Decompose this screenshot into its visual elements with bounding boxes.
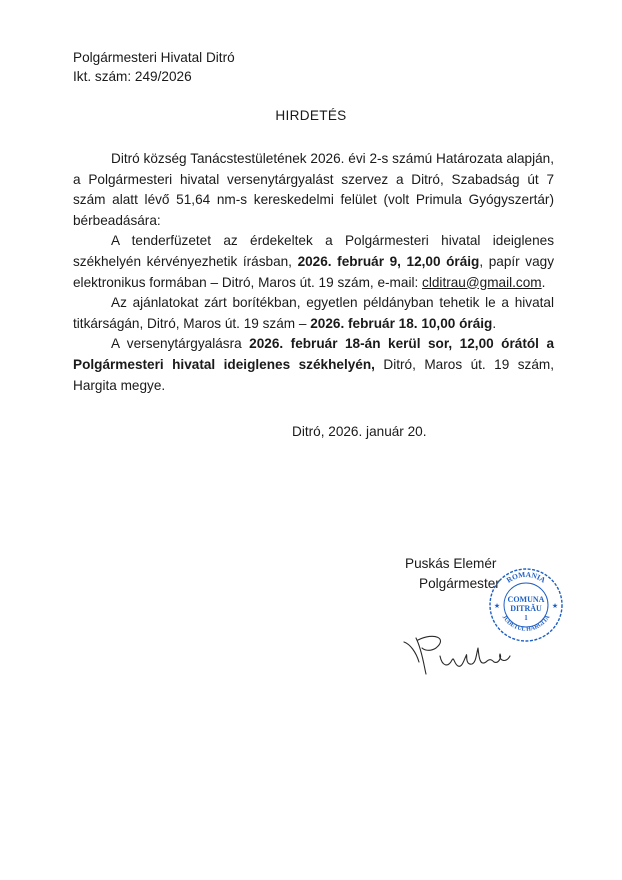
text-span: Az ajánlatokat zárt borítékban, egyetlen példányban tehetik le a hivatal titkárságán, Ditró, Maros út. 19 szám –: [73, 295, 554, 331]
paragraph-intro: Ditró község Tanácstestületének 2026. évi 2-s számú Határozata alapján, a Polgármesteri hivatal versenytárgyalást szervez a Ditró, Szabadság út 7 szám alatt lévő 51,64 nm-s kereskedelmi felület (volt Primula Gyógyszertár) bérbeadására:: [73, 151, 554, 228]
document-date: Ditró, 2026. január 20.: [292, 424, 427, 439]
signature-stroke: [404, 636, 510, 674]
auction-date-place: 2026. február 18-án kerül sor, 12,00 órától a Polgármesteri hivatal ideiglenes székhelyén,: [73, 336, 554, 372]
notice-body: [73, 149, 554, 396]
stamp-star-left: ★: [493, 603, 501, 610]
text-span: , papír vagy elektronikus formában – Ditró, Maros út. 19 szám, e-mail:: [73, 253, 554, 290]
stamp-bottom-text: JUDETUL HARGITA: [500, 614, 552, 633]
stamp-star-right: ★: [551, 603, 559, 610]
paragraph-tender-documents: [73, 231, 554, 293]
deadline-offers: 2026. február 18. 10,00 óráig: [310, 315, 493, 331]
signatory-name: Puskás Elemér: [405, 556, 497, 571]
stamp-line-2: DITRĂU: [510, 604, 542, 613]
reference-number: Ikt. szám: 249/2026: [73, 69, 192, 84]
stamp-line-3: 1: [524, 614, 528, 622]
text-span: Ditró, Maros út. 19 szám, Hargita megye.: [73, 356, 555, 393]
text-span: A tenderfüzetet az érdekeltek a Polgármesteri hivatal ideiglenes székhelyén kérvényezhetik írásban,: [73, 233, 554, 269]
paragraph-auction: [73, 334, 554, 396]
letterhead: [73, 48, 235, 86]
deadline-request: 2026. február 9, 12,00 óráig: [297, 253, 480, 269]
stamp-line-1: COMUNA: [507, 595, 545, 604]
office-name: Polgármesteri Hivatal Ditró: [73, 50, 235, 65]
email-link[interactable]: clditrau@gmail.com: [422, 274, 542, 290]
stamp-top-text: ROMANIA: [504, 569, 548, 585]
signatory-role: Polgármester: [419, 576, 500, 591]
text-span: A versenytárgyalásra: [111, 336, 250, 352]
text-span: .: [492, 315, 497, 331]
notice-title: HIRDETÉS: [275, 108, 347, 123]
text-span: .: [541, 274, 546, 290]
handwritten-signature: [402, 630, 514, 680]
paragraph-offers: [73, 293, 554, 334]
